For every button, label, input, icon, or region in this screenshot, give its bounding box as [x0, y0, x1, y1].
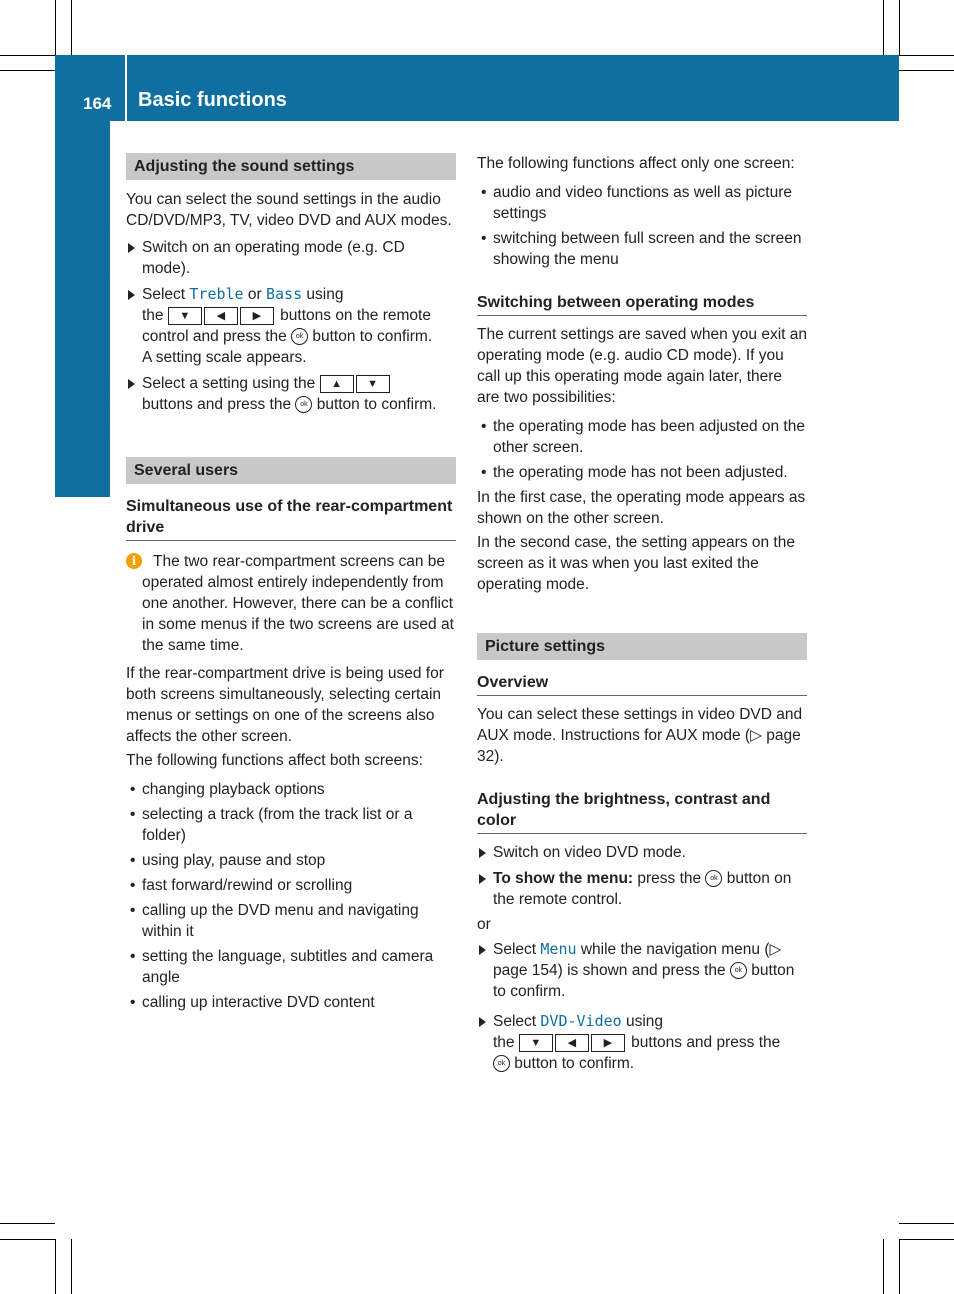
right-column: [477, 153, 807, 1074]
paragraph: The current settings are saved when you exit an operating mode (e.g. audio CD mode). If you call up this operating mode again later, there are two possibilities:: [477, 326, 807, 406]
step-item: Switch on video DVD mode.: [477, 842, 807, 863]
list-item: • the operating mode has not been adjusted.: [477, 462, 807, 483]
list-item: • calling up the DVD menu and navigating within it: [126, 900, 456, 942]
left-key-icon: ◀: [555, 1034, 589, 1052]
list-item: • selecting a track (from the track list or a folder): [126, 804, 456, 846]
step-arrow-icon: [128, 290, 135, 300]
list-item: • setting the language, subtitles and camera angle: [126, 946, 456, 988]
several-users-heading: Several users: [126, 457, 456, 484]
step-arrow-icon: [128, 243, 135, 253]
step-item: Select a setting using the ▲ ▼ buttons and press the ok button to confirm.: [126, 373, 456, 415]
bass-menu-item: Bass: [265, 285, 303, 303]
paragraph: In the second case, the setting appears on the screen as it was when you last exited the operating mode.: [477, 534, 795, 593]
both-screens-list: [126, 779, 456, 1013]
crop-mark: [883, 1239, 884, 1294]
step-arrow-icon: [479, 848, 486, 858]
ok-button-icon: ok: [705, 870, 722, 887]
crop-mark: [71, 0, 72, 55]
step-item: Switch on an operating mode (e.g. CD mode).: [126, 237, 456, 279]
crop-mark: [899, 1223, 954, 1224]
list-item: • fast forward/rewind or scrolling: [126, 875, 456, 896]
paragraph: You can select these settings in video DVD and AUX mode. Instructions for AUX mode (▷ page 32).: [477, 706, 803, 765]
info-note: i The two rear-compartment screens can be operated almost entirely independently from one another. However, there can be a conflict in some menus if the two screens are used at the same time.: [126, 551, 456, 656]
header-divider: [125, 55, 127, 121]
picture-settings-heading: Picture settings: [477, 633, 807, 660]
up-key-icon: ▲: [320, 375, 354, 393]
one-screen-list: [477, 182, 807, 270]
list-item: • audio and video functions as well as picture settings: [477, 182, 807, 224]
page-number: 164: [83, 94, 112, 113]
step-arrow-icon: [479, 1017, 486, 1027]
overview-subheading: Overview: [477, 672, 807, 696]
rear-drive-subheading: Simultaneous use of the rear-compartment drive: [126, 496, 456, 541]
section-title: Basic functions: [138, 89, 287, 111]
crop-mark: [55, 0, 56, 55]
crop-mark: [899, 1239, 954, 1240]
crop-mark: [0, 1239, 55, 1240]
paragraph: In the first case, the operating mode appears as shown on the other screen.: [477, 489, 806, 527]
down-key-icon: ▼: [519, 1034, 553, 1052]
step-item: Select DVD-Video using the ▼ ◀ ▶ buttons and press the ok button to confirm.: [477, 1011, 807, 1074]
ok-button-icon: ok: [730, 962, 747, 979]
crop-mark: [899, 55, 954, 56]
down-key-icon: ▼: [356, 375, 390, 393]
crop-mark: [0, 70, 55, 71]
step-item: To show the menu: press the ok button on the remote control.: [477, 868, 807, 910]
step-arrow-icon: [479, 874, 486, 884]
crop-mark: [55, 1239, 56, 1294]
crop-mark: [899, 0, 900, 55]
possibilities-list: [477, 416, 807, 483]
list-item: • using play, pause and stop: [126, 850, 456, 871]
list-item: • changing playback options: [126, 779, 456, 800]
chapter-title: Rear Seat Entertainment: [85, 201, 112, 469]
paragraph: The following functions affect only one screen:: [477, 155, 795, 172]
crop-mark: [71, 1239, 72, 1294]
switching-modes-subheading: Switching between operating modes: [477, 292, 807, 316]
step-arrow-icon: [128, 379, 135, 389]
list-item: • calling up interactive DVD content: [126, 992, 456, 1013]
step-item: Select Menu while the navigation menu (▷ page 154) is shown and press the ok button to confirm.: [477, 939, 807, 1002]
treble-menu-item: Treble: [189, 285, 244, 303]
paragraph: The following functions affect both screens:: [126, 752, 423, 769]
right-key-icon: ▶: [591, 1034, 625, 1052]
paragraph: If the rear-compartment drive is being used for both screens simultaneously, selecting certain menus or settings on one of the screens also affects the other screen.: [126, 665, 444, 745]
page-header: [55, 55, 899, 121]
crop-mark: [0, 55, 55, 56]
ok-button-icon: ok: [295, 396, 312, 413]
crop-mark: [899, 70, 954, 71]
info-icon: i: [126, 553, 142, 569]
crop-mark: [883, 0, 884, 55]
list-item: • switching between full screen and the screen showing the menu: [477, 228, 807, 270]
right-key-icon: ▶: [240, 307, 274, 325]
sound-intro: You can select the sound settings in the audio CD/DVD/MP3, TV, video DVD and AUX modes.: [126, 191, 452, 229]
menu-item: Menu: [540, 940, 577, 958]
step-arrow-icon: [479, 945, 486, 955]
step-item: Select Treble or Bass using the ▼ ◀ ▶ buttons on the remote control and press the ok button to confirm. A setting scale appears.: [126, 284, 456, 368]
ok-button-icon: ok: [493, 1055, 510, 1072]
crop-mark: [0, 1223, 55, 1224]
dvd-video-menu-item: DVD-Video: [540, 1012, 622, 1030]
sound-settings-heading: Adjusting the sound settings: [126, 153, 456, 180]
left-key-icon: ◀: [204, 307, 238, 325]
left-column: [126, 153, 456, 1013]
crop-mark: [899, 1239, 900, 1294]
list-item: • the operating mode has been adjusted on the other screen.: [477, 416, 807, 458]
down-key-icon: ▼: [168, 307, 202, 325]
ok-button-icon: ok: [291, 328, 308, 345]
or-text: or: [477, 916, 491, 933]
brightness-subheading: Adjusting the brightness, contrast and color: [477, 789, 807, 834]
